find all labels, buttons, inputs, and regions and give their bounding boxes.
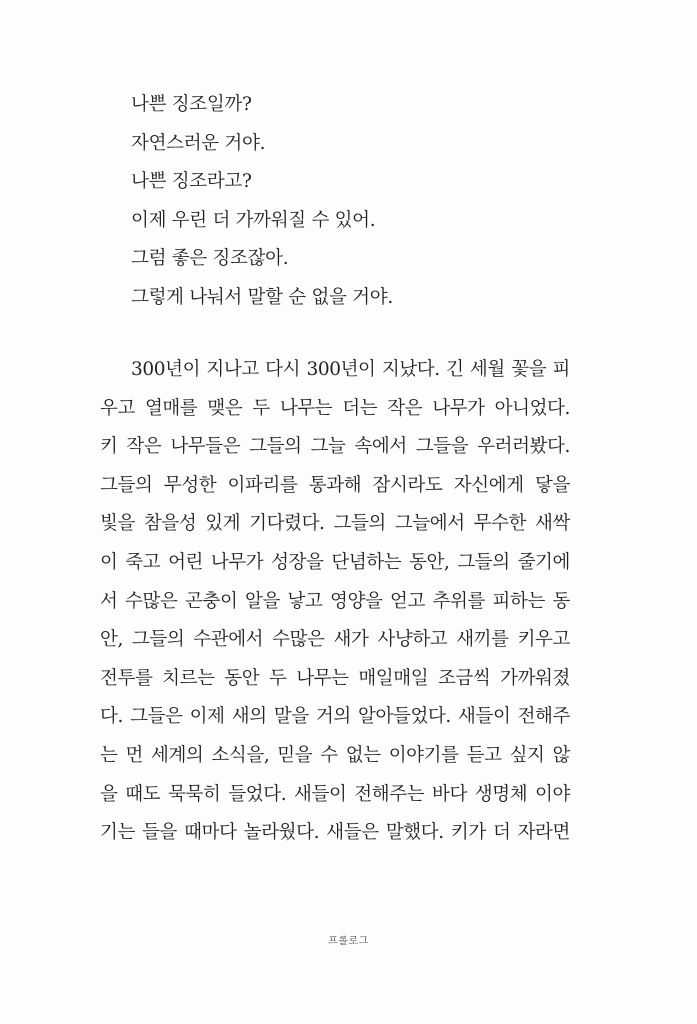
paragraph-line: 는 먼 세계의 소식을, 믿을 수 없는 이야기를 듣고 싶지 않 (100, 744, 570, 766)
paragraph-line: 기는 들을 때마다 놀라웠다. 새들은 말했다. 키가 더 자라면 (100, 822, 570, 844)
dialogue-line: 자연스러운 거야. (131, 132, 266, 154)
paragraph-line: 서 수많은 곤충이 알을 낳고 영양을 얻고 추위를 피하는 동 (100, 590, 570, 612)
body-paragraph (100, 351, 570, 853)
dialogue-line: 이제 우린 더 가까워질 수 있어. (131, 209, 376, 231)
paragraph-line: 그들의 무성한 이파리를 통과해 잠시라도 자신에게 닿을 (100, 474, 570, 496)
paragraph-line: 을 때도 묵묵히 들었다. 새들이 전해주는 바다 생명체 이야 (100, 783, 570, 805)
dialogue-block (100, 86, 620, 317)
page-footer-chapter-title: 프롤로그 (328, 936, 369, 947)
paragraph-line: 빛을 참을성 있게 기다렸다. 그들의 그늘에서 무수한 새싹 (100, 513, 570, 535)
dialogue-line: 나쁜 징조일까? (131, 94, 252, 115)
dialogue-line: 그럼 좋은 징조잖아. (131, 248, 289, 269)
dialogue-line: 나쁜 징조라고? (131, 171, 252, 192)
paragraph-line: 300년이 지나고 다시 300년이 지났다. 긴 세월 꽃을 피 (131, 359, 570, 380)
paragraph-line: 키 작은 나무들은 그들의 그늘 속에서 그들을 우러러봤다. (100, 436, 570, 458)
paragraph-line: 다. 그들은 이제 새의 말을 거의 알아들었다. 새들이 전해주 (100, 706, 570, 728)
paragraph-line: 우고 열매를 맺은 두 나무는 더는 작은 나무가 아니었다. (100, 397, 570, 419)
paragraph-line: 이 죽고 어린 나무가 성장을 단념하는 동안, 그들의 줄기에 (100, 551, 570, 573)
dialogue-line: 그렇게 나눠서 말할 순 없을 거야. (131, 286, 393, 308)
paragraph-line: 안, 그들의 수관에서 수많은 새가 사냥하고 새끼를 키우고 (100, 629, 570, 651)
paragraph-line: 전투를 치르는 동안 두 나무는 매일매일 조금씩 가까워졌 (100, 667, 570, 689)
